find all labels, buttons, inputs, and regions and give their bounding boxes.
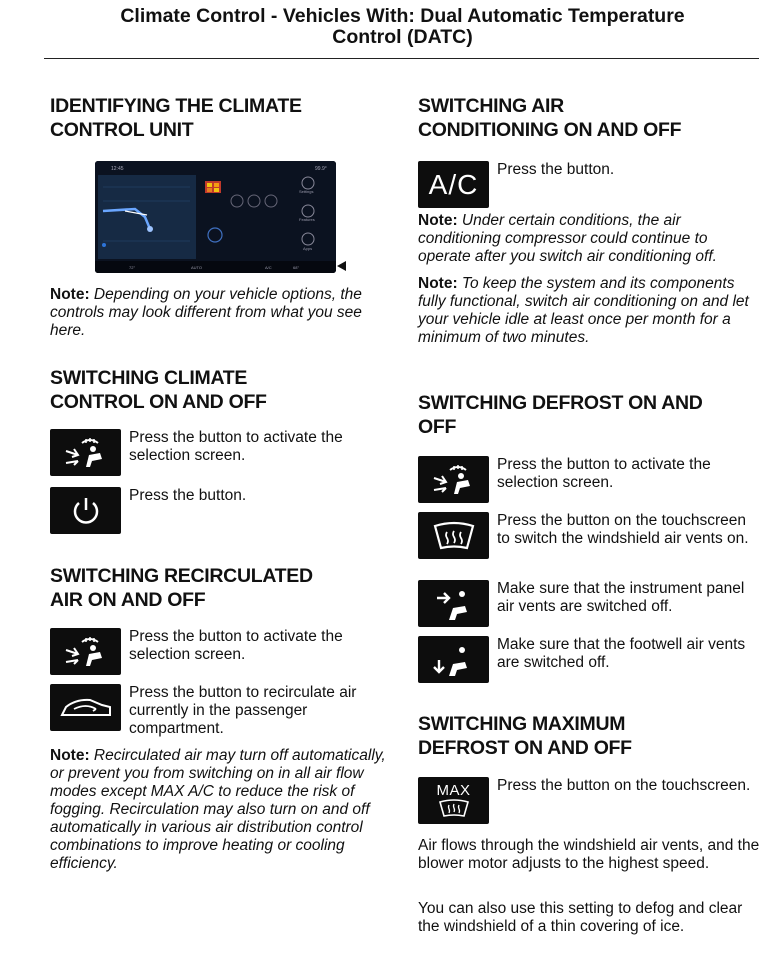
recirc-row-1 — [50, 628, 390, 675]
identify-note — [50, 286, 385, 340]
title-divider — [44, 58, 759, 59]
maxdefrost-para-2-text: You can also use this setting to defog and clear the windshield of a thin covering of ice. — [418, 900, 743, 935]
ac-row — [418, 161, 763, 208]
screen-bottom-ac: A/C — [265, 265, 272, 270]
identify-heading — [50, 94, 390, 142]
climate-touchscreen-illustration — [95, 161, 336, 273]
ac-note-2-label: Note: — [418, 275, 458, 292]
climate-onoff-section — [50, 366, 390, 414]
screen-label-features: Features — [299, 217, 315, 222]
identify-heading-line2: CONTROL UNIT — [50, 119, 194, 141]
maxdefrost-heading — [418, 712, 763, 760]
page-title-line2: Control (DATC) — [332, 26, 473, 48]
ac-note-1-text: Under certain conditions, the air conditioning compressor could continue to operate after you switch air conditioning off. — [418, 212, 717, 265]
windshield-defrost-icon — [418, 512, 489, 559]
ac-heading — [418, 94, 763, 142]
defrost-row-2 — [418, 512, 763, 559]
maxdefrost-heading-line1: SWITCHING MAXIMUM — [418, 713, 626, 735]
climate-onoff-heading-line1: SWITCHING CLIMATE — [50, 367, 248, 389]
max-defrost-label: MAX — [436, 782, 471, 799]
defrost-row-4-text: Make sure that the footwell air vents are switched off. — [497, 636, 746, 671]
page-title — [0, 6, 783, 48]
pointer-arrow-icon — [337, 261, 349, 271]
recirc-row-1-text: Press the button to activate the selection screen. — [129, 628, 343, 663]
screen-time: 12:45 — [111, 166, 124, 172]
identify-heading-line1: IDENTIFYING THE CLIMATE — [50, 95, 302, 117]
identify-note-label: Note: — [50, 286, 90, 303]
defrost-row-1 — [418, 456, 763, 503]
defrost-heading-line1: SWITCHING DEFROST ON AND — [418, 392, 703, 414]
recirculation-car-icon — [50, 684, 121, 731]
maxdefrost-row-text: Press the button on the touchscreen. — [497, 777, 751, 794]
climate-onoff-heading-line2: CONTROL ON AND OFF — [50, 391, 267, 413]
left-column — [50, 94, 390, 142]
climate-onoff-row-1-text: Press the button to activate the selection screen. — [129, 429, 343, 464]
recirc-row-2-text: Press the button to recirculate air currently in the passenger compartment. — [129, 684, 357, 737]
recirc-note-text: Recirculated air may turn off automatically, or prevent you from switching on in all air flow modes except MAX A/C to reduce the risk of fogging. Recirculation may also turn on and off automatically in various air distribution control combinations to improve heating or cooling efficiency. — [50, 747, 386, 872]
defrost-row-1-text: Press the button to activate the selection screen. — [497, 456, 711, 491]
recirc-note-label: Note: — [50, 747, 90, 764]
screen-bottom-auto: AUTO — [191, 265, 203, 270]
defrost-row-3-text: Make sure that the instrument panel air vents are switched off. — [497, 580, 745, 615]
recirc-heading — [50, 564, 390, 612]
climate-fan-seat-icon — [50, 429, 121, 476]
ac-row-text: Press the button. — [497, 161, 615, 178]
defrost-heading — [418, 391, 773, 439]
max-defrost-windshield-icon — [437, 798, 471, 818]
screen-label-settings: Settings — [299, 189, 314, 194]
ac-section — [418, 94, 763, 142]
defrost-row-2-text: Press the button on the touchscreen to switch the windshield air vents on. — [497, 512, 749, 547]
ac-button-icon — [418, 161, 489, 208]
ac-note-1-label: Note: — [418, 212, 458, 229]
power-icon — [50, 487, 121, 534]
footwell-vent-icon — [418, 636, 489, 683]
climate-onoff-heading — [50, 366, 390, 414]
defrost-heading-line2: OFF — [418, 416, 457, 438]
ac-heading-line1: SWITCHING AIR — [418, 95, 564, 117]
ac-button-label: A/C — [428, 168, 479, 200]
ac-note-1 — [418, 212, 763, 266]
screen-bottom-temp-right: 68° — [293, 265, 300, 270]
ac-heading-line2: CONDITIONING ON AND OFF — [418, 119, 682, 141]
defrost-section — [418, 391, 773, 439]
ac-note-2 — [418, 275, 763, 347]
ac-note-2-text: To keep the system and its components fully functional, switch air conditioning on and let your vehicle idle at least once per month for a minimum of two minutes. — [418, 275, 749, 346]
maxdefrost-para-1 — [418, 837, 763, 873]
max-defrost-icon — [418, 777, 489, 824]
screen-temp: 99.9° — [315, 166, 327, 172]
screen-bottom-temp-left: 72° — [129, 265, 136, 270]
maxdefrost-heading-line2: DEFROST ON AND OFF — [418, 737, 632, 759]
defrost-row-3 — [418, 580, 763, 627]
climate-fan-seat-icon — [50, 628, 121, 675]
maxdefrost-row — [418, 777, 763, 824]
touchscreen-graphic — [95, 161, 336, 273]
maxdefrost-para-1-text: Air flows through the windshield air vents, and the blower motor adjusts to the highest speed. — [418, 837, 760, 872]
panel-vent-icon — [418, 580, 489, 627]
climate-onoff-row-1 — [50, 429, 390, 476]
maxdefrost-section — [418, 712, 763, 760]
recirc-heading-line1: SWITCHING RECIRCULATED — [50, 565, 313, 587]
identify-note-text: Depending on your vehicle options, the controls may look different from what you see here. — [50, 286, 362, 339]
defrost-row-4 — [418, 636, 763, 683]
maxdefrost-para-2 — [418, 900, 763, 936]
recirc-note — [50, 747, 390, 873]
climate-fan-seat-icon — [418, 456, 489, 503]
recirc-heading-line2: AIR ON AND OFF — [50, 589, 206, 611]
climate-onoff-row-2-text: Press the button. — [129, 487, 247, 504]
page-title-line1: Climate Control - Vehicles With: Dual Automatic Temperature — [120, 5, 685, 27]
recirc-section — [50, 564, 390, 612]
screen-label-apps: Apps — [303, 246, 313, 251]
climate-onoff-row-2 — [50, 487, 390, 534]
recirc-row-2 — [50, 684, 380, 738]
